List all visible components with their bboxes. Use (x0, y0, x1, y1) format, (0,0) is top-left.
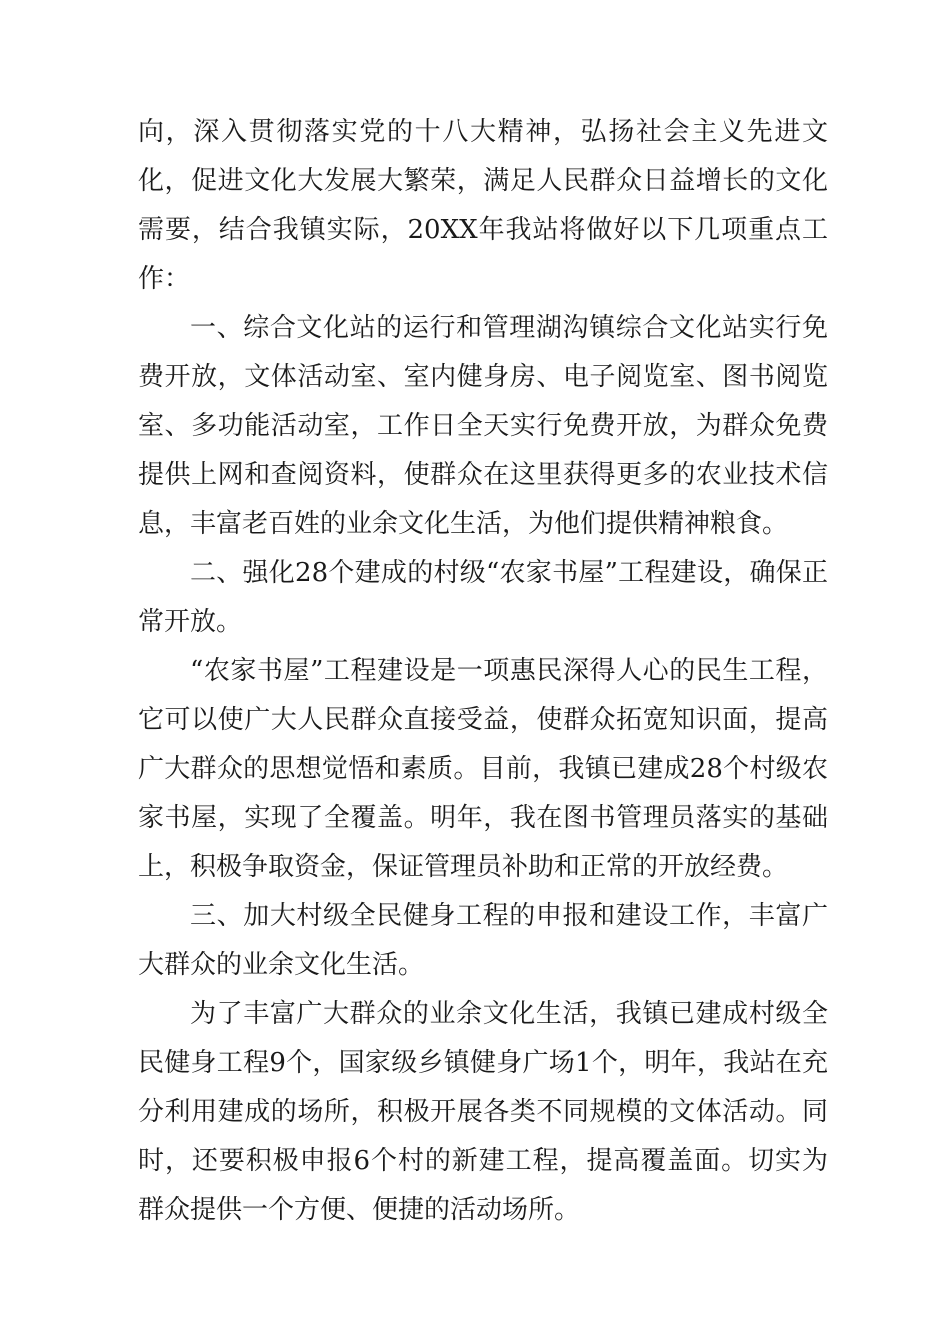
paragraph-section-two-body: “农家书屋”工程建设是一项惠民深得人心的民生工程，它可以使广大人民群众直接受益，使群众拓宽知识面，提高广大群众的思想觉悟和素质。目前，我镇已建成28个村级农家书屋，实现了全覆盖。明年，我在图书管理员落实的基础上，积极争取资金，保证管理员补助和正常的开放经费。 (138, 656, 828, 882)
paragraph-section-two-heading: 二、强化28个建成的村级“农家书屋”工程建设，确保正常开放。 (138, 558, 828, 637)
paragraph-section-one: 一、综合文化站的运行和管理湖沟镇综合文化站实行免费开放，文体活动室、室内健身房、电子阅览室、图书阅览室、多功能活动室，工作日全天实行免费开放，为群众免费提供上网和查阅资料，使群众在这里获得更多的农业技术信息，丰富老百姓的业余文化生活，为他们提供精神粮食。 (138, 313, 828, 539)
document-body (138, 108, 828, 1235)
paragraph-section-three-heading: 三、加大村级全民健身工程的申报和建设工作，丰富广大群众的业余文化生活。 (138, 901, 828, 980)
paragraph-section-three-body: 为了丰富广大群众的业余文化生活，我镇已建成村级全民健身工程9个，国家级乡镇健身广场1个，明年，我站在充分利用建成的场所，积极开展各类不同规模的文体活动。同时，还要积极申报6个村的新建工程，提高覆盖面。切实为群众提供一个方便、便捷的活动场所。 (138, 999, 828, 1225)
paragraph-continuation: 向，深入贯彻落实党的十八大精神，弘扬社会主义先进文化，促进文化大发展大繁荣，满足人民群众日益增长的文化需要，结合我镇实际，20XX年我站将做好以下几项重点工作： (138, 117, 828, 294)
